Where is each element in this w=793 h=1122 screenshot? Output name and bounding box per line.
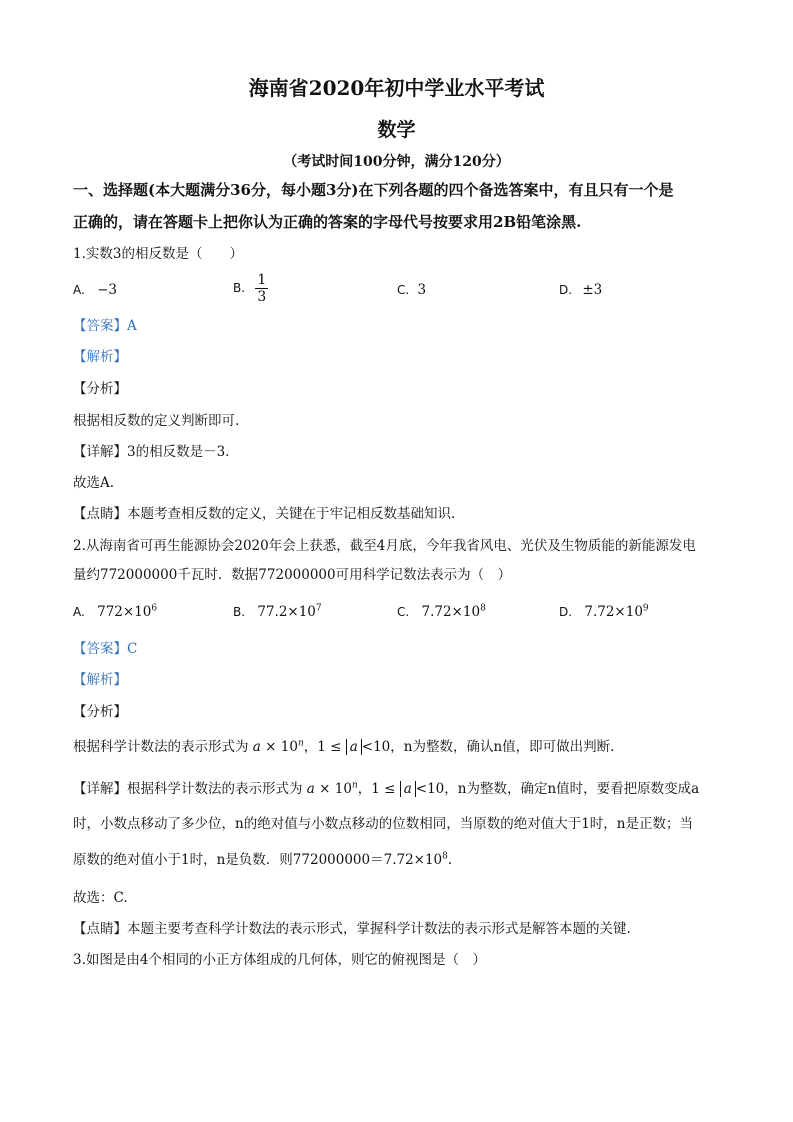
q2-option-c-exponent: 8 xyxy=(480,603,486,614)
q2-choose: 故选：C. xyxy=(73,890,128,906)
q1-analysis-label: 【解析】 xyxy=(73,349,127,365)
q1-option-a xyxy=(73,282,117,298)
q1-option-d-label: D. xyxy=(559,283,573,297)
q2-option-a-exponent: 6 xyxy=(151,603,158,614)
q2-fenxi-pre: 根据科学计数法的表示形式为 xyxy=(73,739,249,755)
q1-option-b xyxy=(233,272,268,305)
q2-detail-line3-eq: 772000000＝7.72×10 xyxy=(292,852,443,868)
q2-fenxi-label: 【分析】 xyxy=(73,704,127,720)
q2-detail-pre: 【详解】根据科学计数法的表示形式为 xyxy=(73,781,303,797)
q2-option-d xyxy=(559,604,649,620)
q1-option-a-text: −3 xyxy=(97,282,118,298)
q1-option-c-label: C. xyxy=(397,283,410,297)
q1-detail: 【详解】3的相反数是－3. xyxy=(73,444,230,460)
q2-fenxi-post: <10，n为整数，确认n值，即可做出判断. xyxy=(361,739,615,755)
q1-option-b-fraction xyxy=(255,272,268,305)
q2-option-a-label: A. xyxy=(73,605,85,619)
q2-option-a xyxy=(73,604,157,620)
q1-option-a-label: A. xyxy=(73,283,85,297)
q2-detail-line3-exponent: 8 xyxy=(442,851,448,862)
section1-instruction-line2: 正确的，请在答题卡上把你认为正确的答案的字母代号按要求用2B铅笔涂黑. xyxy=(73,213,582,231)
q2-option-a-base: 772×10 xyxy=(97,604,152,620)
q1-option-b-numerator: 1 xyxy=(257,272,267,288)
q2-option-c-label: C. xyxy=(397,605,410,619)
q2-option-c xyxy=(397,604,486,620)
q1-fenxi-label: 【分析】 xyxy=(73,381,127,397)
q2-comment: 【点睛】本题主要考查科学计数法的表示形式，掌握科学计数法的表示形式是解答本题的关键. xyxy=(73,921,631,937)
q2-analysis-label: 【解析】 xyxy=(73,672,127,688)
q2-option-c-base: 7.72×10 xyxy=(421,604,481,620)
q2-option-d-base: 7.72×10 xyxy=(584,604,643,620)
q1-option-c xyxy=(397,282,426,298)
q1-option-d-text: ±3 xyxy=(582,282,603,298)
q2-option-b-label: B. xyxy=(233,605,246,619)
q3-stem: 3.如图是由4个相同的小正方体组成的几何体，则它的俯视图是（ ） xyxy=(73,952,486,968)
q2-detail-line1 xyxy=(73,780,699,798)
q2-option-b xyxy=(233,604,322,620)
q2-option-b-base: 77.2×10 xyxy=(257,604,316,620)
q2-option-d-exponent: 9 xyxy=(642,603,649,614)
q1-stem: 1.实数3的相反数是（ ） xyxy=(73,246,243,262)
q1-answer: 【答案】A xyxy=(73,318,137,334)
exam-title: 海南省2020年初中学业水平考试 xyxy=(248,76,545,100)
exam-info: （考试时间100分钟，满分120分） xyxy=(283,154,510,170)
q2-stem-line2: 量约772000000千瓦时．数据772000000可用科学记数法表示为（ ） xyxy=(73,567,512,583)
q2-fenxi-formula: $a \times 10^n$，1 ≤ a xyxy=(249,739,362,755)
q1-comment: 【点睛】本题考查相反数的定义，关键在于牢记相反数基础知识. xyxy=(73,506,456,522)
q1-option-c-text: 3 xyxy=(417,282,427,298)
q2-option-b-exponent: 7 xyxy=(315,603,322,614)
q1-option-b-label: B. xyxy=(233,281,246,295)
q2-answer: 【答案】C xyxy=(73,641,138,657)
q2-detail-post: <10，n为整数，确定n值时，要看把原数变成a xyxy=(415,781,700,797)
section1-instruction-line1: 一、选择题(本大题满分36分，每小题3分)在下列各题的四个备选答案中，有且只有一个是 xyxy=(73,181,674,199)
q1-fenxi-text: 根据相反数的定义判断即可. xyxy=(73,413,240,429)
q2-detail-formula: $a \times 10^n$，1 ≤ a xyxy=(303,781,416,797)
q1-option-b-denominator: 3 xyxy=(257,289,267,305)
q2-option-d-label: D. xyxy=(559,605,573,619)
q1-choose: 故选A. xyxy=(73,475,115,491)
q1-option-d xyxy=(559,282,602,298)
q2-detail-line3-pre: 原数的绝对值小于1时，n是负数．则 xyxy=(73,852,293,868)
q2-detail-line3: 原数的绝对值小于1时，n是负数．则$772000000=7.72\times 10^8$. xyxy=(73,851,453,868)
q2-fenxi-text xyxy=(73,738,614,756)
q2-detail-line2: 时，小数点移动了多少位，n的绝对值与小数点移动的位数相同，当原数的绝对值大于1时，n是正数；当 xyxy=(73,816,693,832)
q2-stem-line1: 2.从海南省可再生能源协会2020年会上获悉，截至4月底，今年我省风电、光伏及生物质能的新能源发电 xyxy=(73,538,696,554)
subject-title: 数学 xyxy=(377,119,416,141)
